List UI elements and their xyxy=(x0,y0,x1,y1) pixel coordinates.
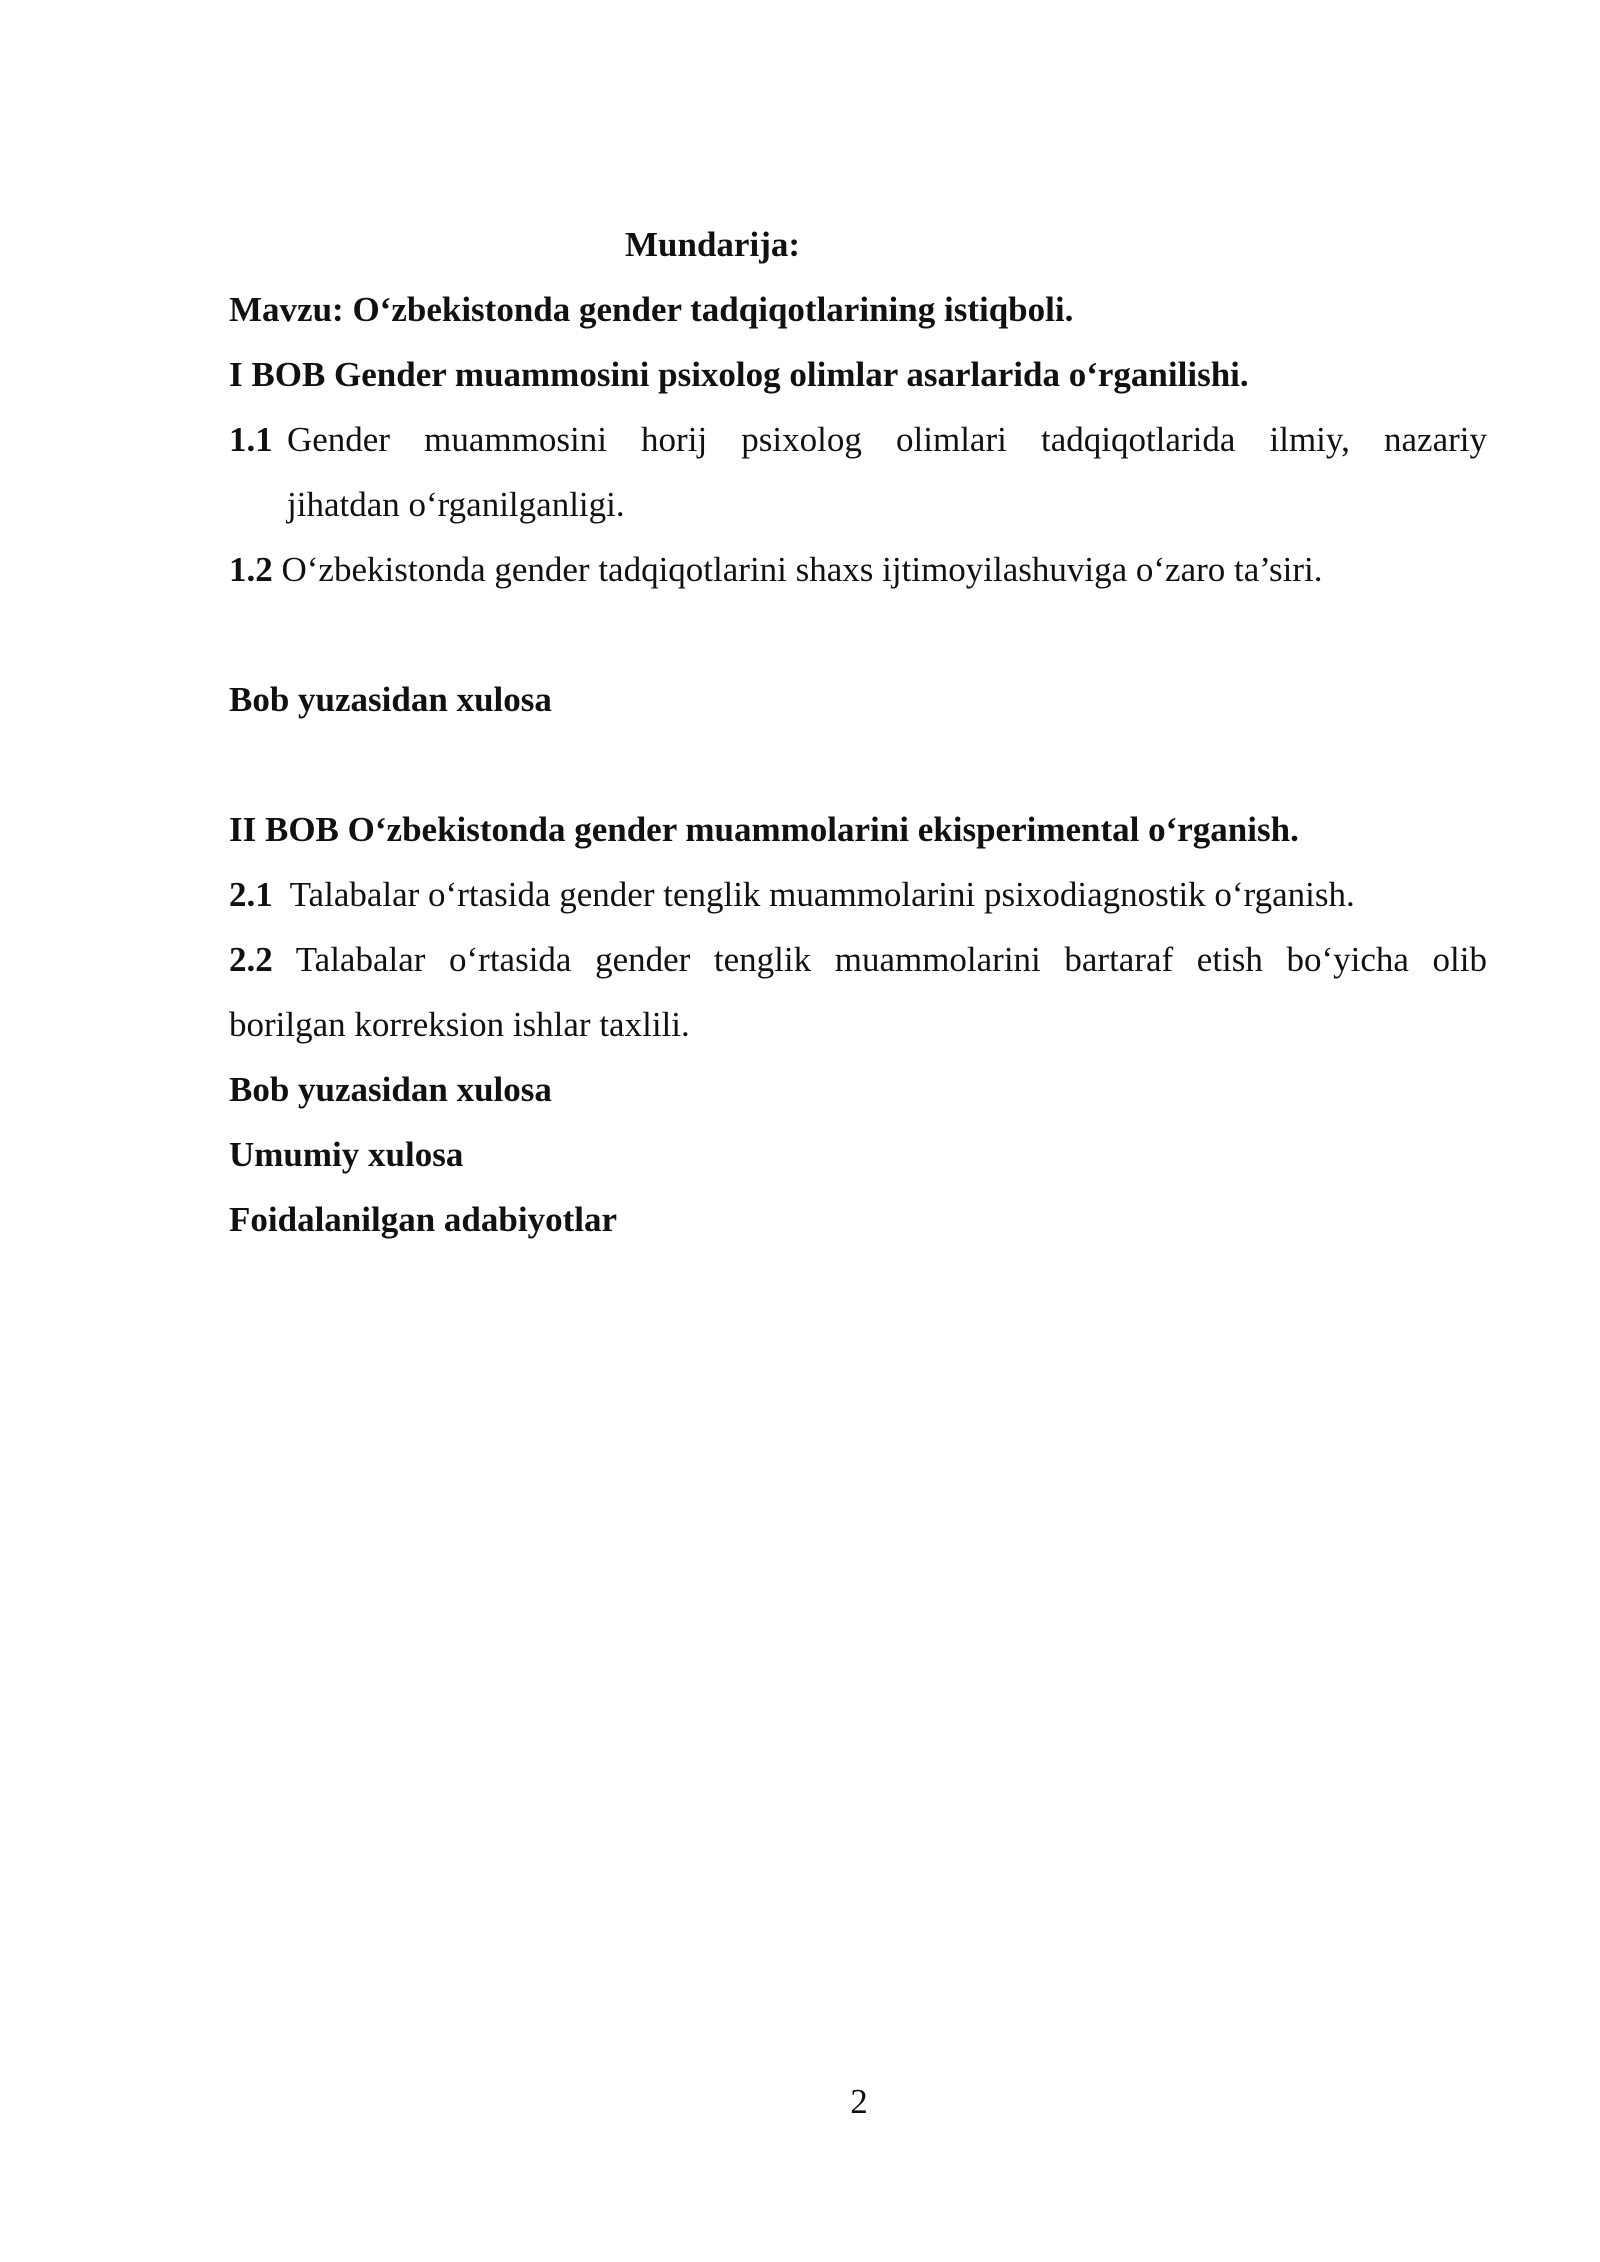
page-number: 2 xyxy=(850,2082,868,2121)
section-2-2-line1 xyxy=(229,927,1487,992)
topic-line: Mavzu: O‘zbekistonda gender tadqiqotlarining istiqboli. xyxy=(229,290,1074,329)
general-conclusion: Umumiy xulosa xyxy=(229,1135,464,1174)
section-2-2-number: 2.2 xyxy=(229,940,273,979)
section-1-1-line2: jihatdan o‘rganilganligi. xyxy=(287,485,625,524)
section-2-1-text: Talabalar o‘rtasida gender tenglik muammolarini psixodiagnostik o‘rganish. xyxy=(289,875,1355,914)
section-1-1-number: 1.1 xyxy=(229,420,273,459)
section-1-1-line1: Gender muammosini horij psixolog olimlari tadqiqotlarida ilmiy, nazariy xyxy=(287,420,1487,459)
section-1-1 xyxy=(229,407,1487,537)
section-2-2-line2: borilgan korreksion ishlar taxlili. xyxy=(229,1005,690,1044)
section-2-2-text: Talabalar o‘rtasida gender tenglik muammolarini bartaraf etish bo‘yicha olib xyxy=(295,940,1488,979)
references: Foidalanilgan adabiyotlar xyxy=(229,1200,617,1239)
chapter2-conclusion: Bob yuzasidan xulosa xyxy=(229,1070,552,1109)
section-1-2-text: O‘zbekistonda gender tadqiqotlarini shaxs ijtimoyilashuviga o‘zaro ta’siri. xyxy=(281,550,1323,589)
chapter1-conclusion: Bob yuzasidan xulosa xyxy=(229,680,552,719)
spacer xyxy=(229,732,1487,797)
spacer xyxy=(229,602,1487,667)
section-1-2-number: 1.2 xyxy=(229,550,273,589)
section-1-2 xyxy=(229,537,1487,602)
toc-title: Mundarija: xyxy=(625,225,800,264)
chapter2-heading: II BOB O‘zbekistonda gender muammolarini ekisperimental o‘rganish. xyxy=(229,810,1299,849)
table-of-contents xyxy=(229,212,1487,1252)
chapter1-heading: I BOB Gender muammosini psixolog olimlar asarlarida o‘rganilishi. xyxy=(229,355,1249,394)
section-2-1 xyxy=(229,862,1487,927)
section-2-1-number: 2.1 xyxy=(229,875,273,914)
